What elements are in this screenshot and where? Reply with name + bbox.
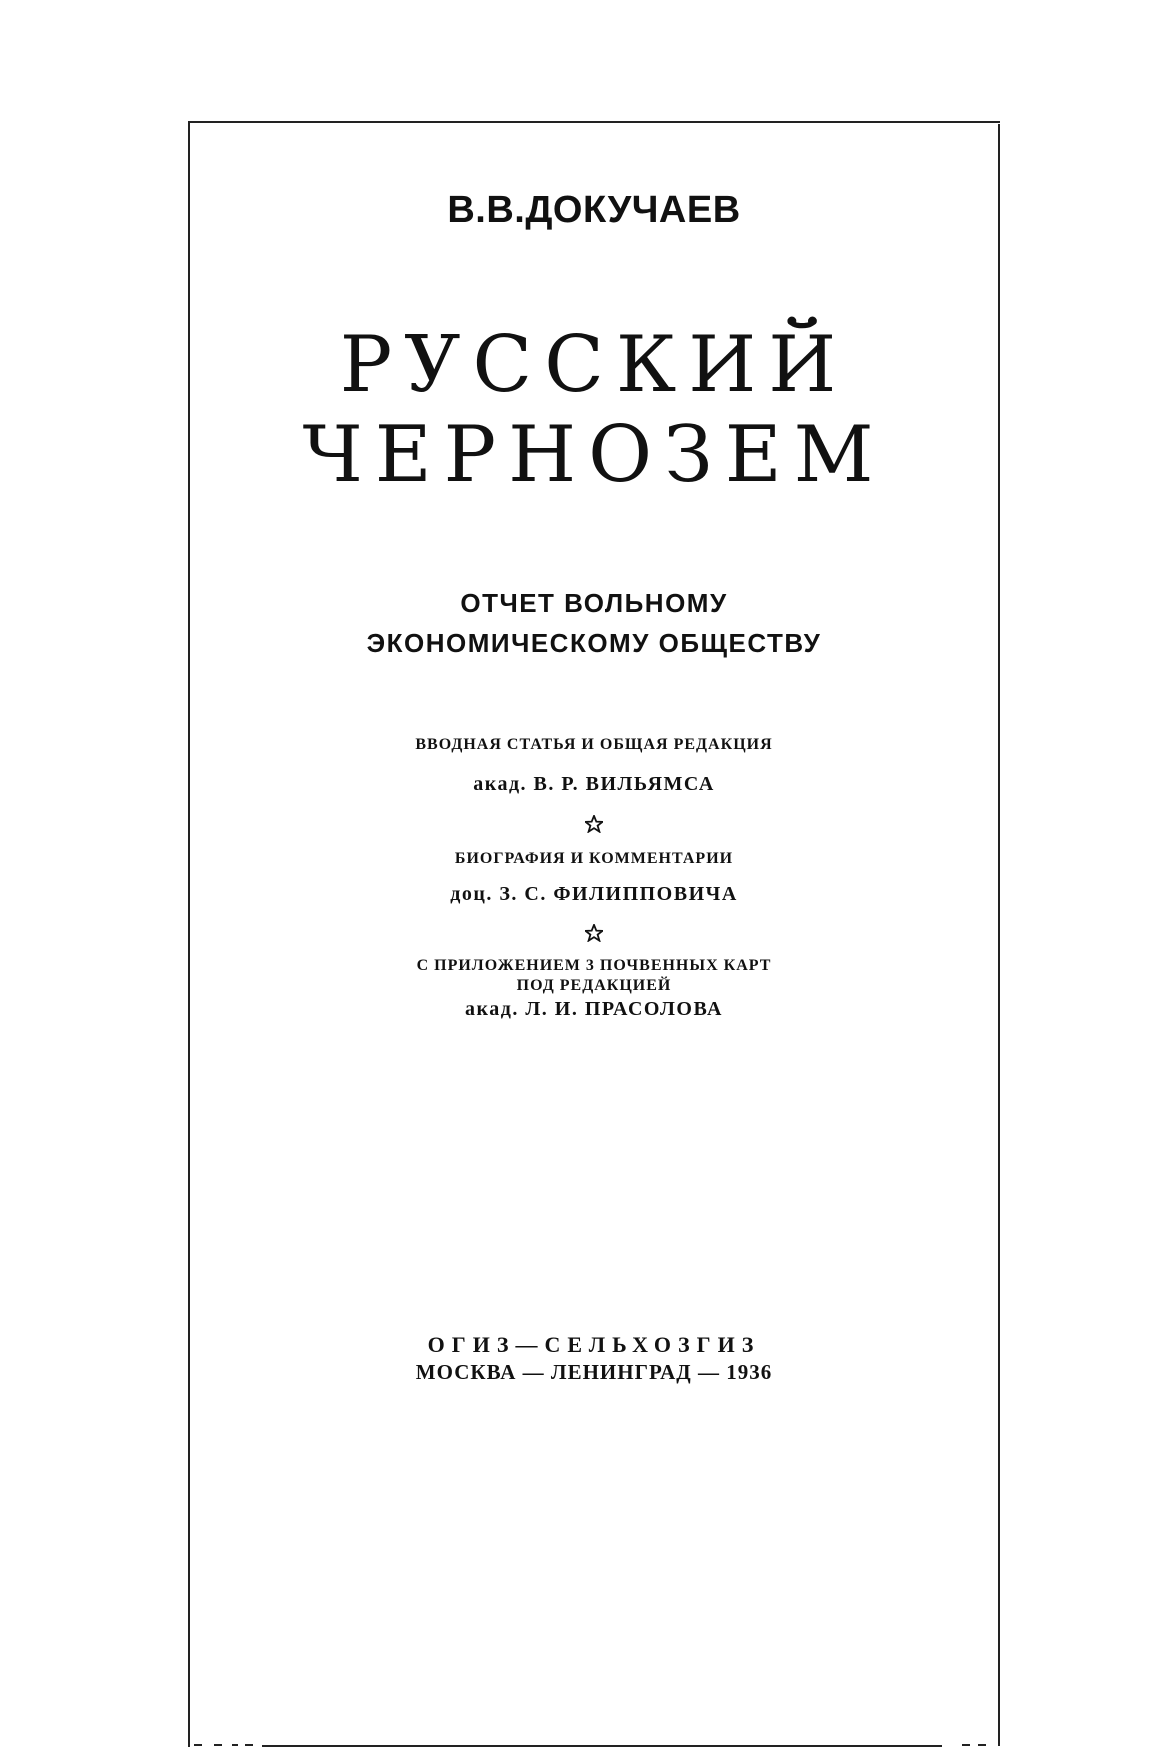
williams-credit: акад. В. Р. ВИЛЬЯМСА bbox=[473, 773, 715, 795]
prasolov-credit: акад. Л. И. ПРАСОЛОВА bbox=[465, 998, 723, 1020]
filippovich-credit: доц. З. С. ФИЛИППОВИЧА bbox=[450, 883, 738, 905]
frame-bottom-dash bbox=[245, 1744, 253, 1746]
frame-top-rule bbox=[188, 121, 1000, 123]
frame-bottom-dash bbox=[194, 1744, 202, 1746]
publisher-name: ОГИЗ—СЕЛЬХОЗГИЗ bbox=[427, 1332, 761, 1357]
star-icon bbox=[585, 924, 603, 942]
frame-bottom-dash bbox=[232, 1744, 238, 1746]
star-icon bbox=[585, 815, 603, 833]
book-title-line-1: РУССКИЙ bbox=[339, 320, 849, 410]
intro-credit-label: ВВОДНАЯ СТАТЬЯ И ОБЩАЯ РЕДАКЦИЯ bbox=[415, 736, 773, 753]
frame-bottom-dash bbox=[978, 1744, 986, 1746]
star-icon bbox=[584, 924, 604, 944]
book-title-line-2: ЧЕРНОЗЕМ bbox=[302, 410, 886, 500]
author-name: В.В.ДОКУЧАЕВ bbox=[447, 189, 741, 231]
appendix-note: С ПРИЛОЖЕНИЕМ 3 ПОЧВЕННЫХ КАРТ bbox=[416, 957, 772, 974]
subtitle-line-2: ЭКОНОМИЧЕСКОМУ ОБЩЕСТВУ bbox=[366, 628, 822, 658]
editor-label: ПОД РЕДАКЦИЕЙ bbox=[516, 977, 672, 994]
frame-bottom-dash bbox=[214, 1744, 222, 1746]
subtitle-line-1: ОТЧЕТ ВОЛЬНОМУ bbox=[460, 588, 728, 618]
star-icon bbox=[584, 815, 604, 835]
frame-bottom-dash bbox=[962, 1744, 970, 1746]
publication-place-year: МОСКВА — ЛЕНИНГРАД — 1936 bbox=[415, 1360, 773, 1384]
biography-credit-label: БИОГРАФИЯ И КОММЕНТАРИИ bbox=[454, 850, 734, 867]
